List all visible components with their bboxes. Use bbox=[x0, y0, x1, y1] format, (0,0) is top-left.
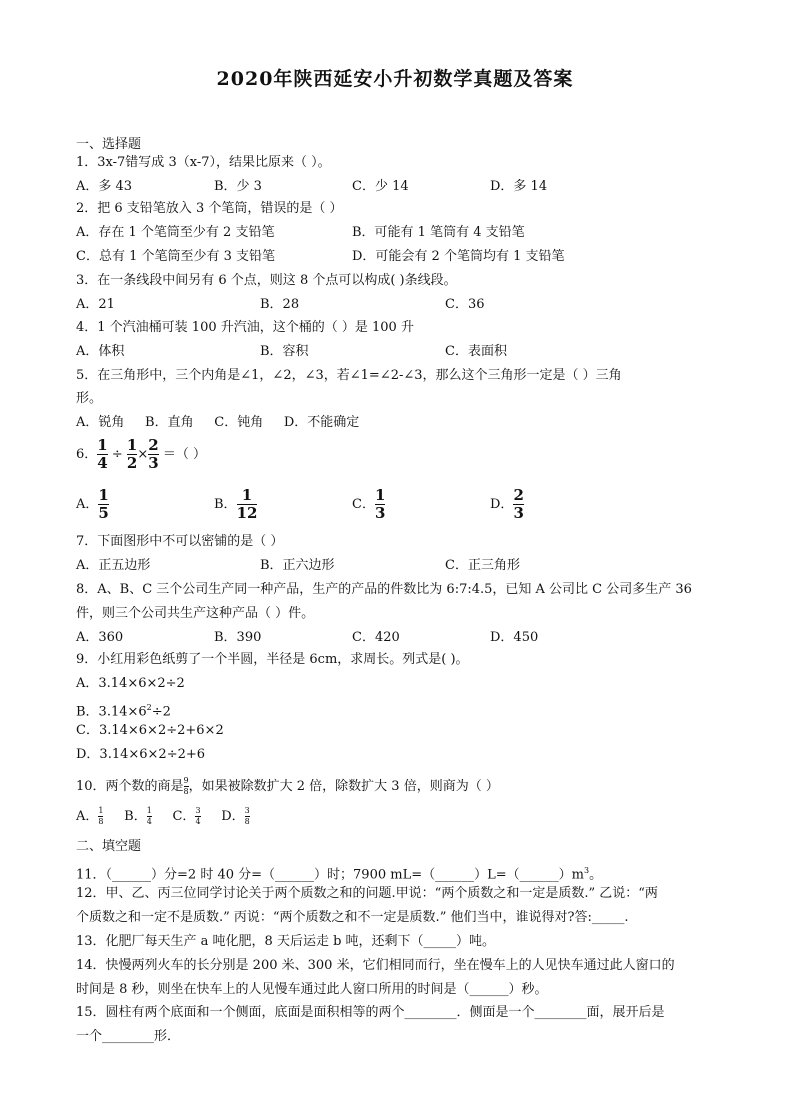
question-12-line-2: 个质数之和一定不是质数.” 丙说：“两个质数之和不一定是质数.” 他们当中，谁说得对?答:_____. bbox=[76, 910, 629, 925]
question-5-stem: 5．在三角形中，三个内角是∠1，∠2，∠3，若∠1=∠2-∠3，那么这个三角形一定是（ ）三角 bbox=[76, 368, 622, 383]
question-12-line-1: 12．甲、乙、丙三位同学讨论关于两个质数之和的问题.甲说：“两个质数之和一定是质数.” 乙说：“两 bbox=[76, 886, 658, 901]
q1-option-c: C．少 14 bbox=[352, 179, 409, 194]
q2-option-b: B．可能有 1 笔筒有 4 支铅笔 bbox=[352, 225, 525, 240]
q9-option-b: B．$3.14\times 6^2\div 2$ bbox=[76, 703, 171, 720]
q3-option-b: B．28 bbox=[260, 297, 300, 312]
q6-fraction-3: $\frac{2}{3}$ bbox=[148, 436, 159, 472]
q6-number: 6． bbox=[76, 447, 98, 462]
q8-option-d: D．450 bbox=[490, 630, 539, 645]
q6-option-a: A． $\frac{1}{5}$ bbox=[76, 486, 109, 522]
q6-option-b: B． $\frac{1}{12}$ bbox=[214, 486, 258, 522]
q2-option-c: C．总有 1 个笔筒至少有 3 支铅笔 bbox=[76, 249, 276, 264]
q10-option-c: C． $\frac{3}{4}$ bbox=[172, 806, 201, 826]
question-4-stem: 4．1 个汽油桶可装 100 升汽油，这个桶的（ ）是 100 升 bbox=[76, 320, 414, 335]
question-7-stem: 7．下面图形中不可以密铺的是（ ） bbox=[76, 534, 284, 549]
question-11: 11．（______）分=2 时 40 分=（______）时；7900 $mL=(\_\_\_\_\_\_)L=(\_\_\_\_\_\_)m^3$。 bbox=[76, 866, 603, 883]
q1-option-b: B．少 3 bbox=[214, 179, 262, 194]
q3-option-c: C．36 bbox=[445, 297, 485, 312]
q1-option-d: D．多 14 bbox=[490, 179, 548, 194]
q3-option-a: A．21 bbox=[76, 297, 115, 312]
question-3-stem: 3．在一条线段中间另有 6 个点，则这 8 个点可以构成( )条线段。 bbox=[76, 273, 457, 288]
question-15-line-2: 一个________形． bbox=[76, 1029, 181, 1044]
q10-fraction: $\frac{9}{8}$ bbox=[183, 776, 189, 796]
question-8-stem-cont: 件，则三个公司共生产这种产品（ ）件。 bbox=[76, 606, 315, 621]
q6-divide-sign: ÷ bbox=[111, 447, 123, 462]
question-2-stem: 2．把 6 支铅笔放入 3 个笔筒，错误的是（ ） bbox=[76, 201, 343, 216]
q5-options: A．锐角 B．直角 C．钝角 D．不能确定 bbox=[76, 415, 360, 430]
q2-option-a: A．存在 1 个笔筒至少有 2 支铅笔 bbox=[76, 225, 275, 240]
q9-option-c: C．3.14×6×2÷2+6×2 bbox=[76, 723, 224, 738]
q6-equals: ＝（ ） bbox=[162, 447, 206, 462]
q6-multiply-sign: × bbox=[137, 447, 149, 462]
q10-option-d: D． $\frac{3}{8}$ bbox=[221, 806, 250, 826]
q10-options bbox=[76, 804, 250, 830]
q4-option-b: B．容积 bbox=[260, 344, 309, 359]
q6-option-d: D． $\frac{2}{3}$ bbox=[490, 486, 524, 522]
section-heading-choice: 一、选择题 bbox=[76, 137, 142, 152]
question-13: 13．化肥厂每天生产 a 吨化肥，8 天后运走 b 吨，还剩下（_____）吨。 bbox=[76, 934, 496, 949]
q1-option-a: A．多 43 bbox=[76, 179, 133, 194]
q4-option-c: C．表面积 bbox=[445, 344, 507, 359]
q7-option-a: A．正五边形 bbox=[76, 558, 151, 573]
q9-option-a: A．3.14×6×2÷2 bbox=[76, 676, 185, 691]
q4-option-a: A．体积 bbox=[76, 344, 125, 359]
q7-option-c: C．正三角形 bbox=[445, 558, 520, 573]
q6-fraction-1: $\frac{1}{4}$ bbox=[97, 436, 108, 472]
question-9-stem: 9．小红用彩色纸剪了一个半圆，半径是 6cm，求周长。列式是( )。 bbox=[76, 652, 469, 667]
q7-option-b: B．正六边形 bbox=[260, 558, 335, 573]
question-14-line-1: 14．快慢两列火车的长分别是 200 米、300 米，它们相同而行，坐在慢车上的人见快车通过此人窗口的 bbox=[76, 958, 675, 973]
question-5-stem-cont: 形。 bbox=[76, 391, 103, 406]
q8-option-a: A．360 bbox=[76, 630, 124, 645]
q10-option-a: A． $\frac{1}{8}$ bbox=[76, 806, 104, 826]
q6-fraction-2: $\frac{1}{2}$ bbox=[126, 436, 138, 472]
question-6-stem bbox=[76, 438, 206, 472]
question-10-stem: 10．两个数的商是 $\frac{9}{8}$ ，如果被除数扩大 2 倍，除数扩大 3 倍，则商为（ ） bbox=[76, 776, 499, 796]
question-8-stem: 8．A、B、C 三个公司生产同一种产品，生产的产品的件数比为 6:7:4.5，已知 A 公司比 C 公司多生产 36 bbox=[76, 582, 692, 597]
q2-option-d: D．可能会有 2 个笔筒均有 1 支铅笔 bbox=[352, 249, 565, 264]
page-title: 2020年陕西延安小升初数学真题及答案 bbox=[216, 68, 574, 90]
q9-option-d: D．3.14×6×2÷2+6 bbox=[76, 747, 206, 762]
q8-option-c: C．420 bbox=[352, 630, 400, 645]
question-14-line-2: 时间是 8 秒，则坐在快车上的人见慢车通过此人窗口所用的时间是（______）秒。 bbox=[76, 982, 548, 997]
q10-option-b: B． $\frac{1}{4}$ bbox=[124, 806, 152, 826]
section-heading-fill: 二、填空题 bbox=[76, 839, 142, 854]
question-15-line-1: 15．圆柱有两个底面和一个侧面，底面是面积相等的两个________．侧面是一个________面，展开后是 bbox=[76, 1005, 665, 1020]
question-1-stem: 1．3x-7错写成 3（x-7），结果比原来（ ）。 bbox=[76, 155, 331, 170]
q6-option-c: C． $\frac{1}{3}$ bbox=[352, 486, 386, 522]
q8-option-b: B．390 bbox=[214, 630, 262, 645]
